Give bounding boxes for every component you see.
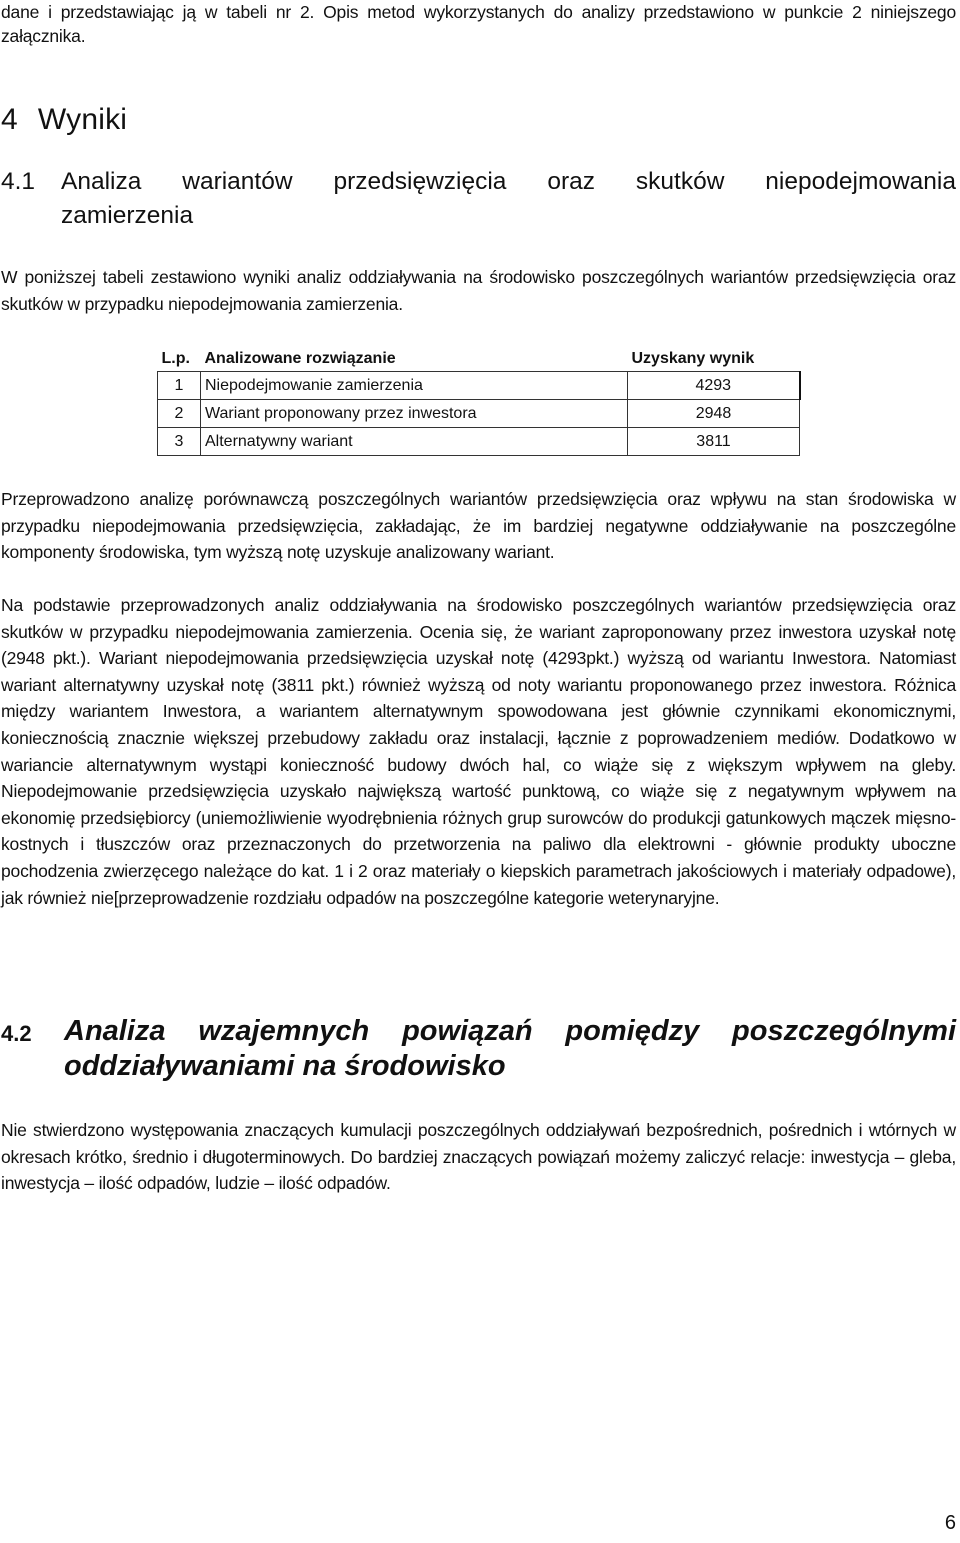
- section-4-heading: [1, 100, 956, 140]
- row-lp: 1: [158, 372, 201, 400]
- row-solution: Wariant proponowany przez inwestora: [201, 400, 628, 428]
- row-solution: Alternatywny wariant: [201, 428, 628, 456]
- table-row: [158, 372, 800, 400]
- section-4-number: 4: [1, 103, 18, 136]
- row-result: 4293: [628, 372, 800, 400]
- table-row: [158, 400, 800, 428]
- section-4-2-title-line1: Analiza wzajemnych powiązań pomiędzy poszczególnymi: [64, 1015, 956, 1047]
- header-lp: L.p.: [161, 349, 190, 367]
- table-row: [158, 428, 800, 456]
- intro-paragraph: dane i przedstawiając ją w tabeli nr 2. Opis metod wykorzystanych do analizy przedstawiono w punkcie 2 niniejszego załącznika.: [1, 2, 956, 46]
- row-lp: 2: [158, 400, 201, 428]
- header-solution: Analizowane rozwiązanie: [204, 349, 396, 367]
- row-result: 3811: [628, 428, 800, 456]
- section-4-2-number: 4.2: [1, 1021, 32, 1046]
- row-result: 2948: [628, 400, 800, 428]
- section-4-1-number: 4.1: [1, 168, 36, 195]
- section-4-2-title-line2: oddziaływaniami na środowisko: [64, 1050, 506, 1082]
- paragraph-table-intro: W poniższej tabeli zestawiono wyniki analiz oddziaływania na środowisko poszczególnych wariantów przedsięwzięcia oraz skutków w przypadku niepodejmowania zamierzenia.: [1, 267, 956, 314]
- section-4-1-title-line1: Analiza wariantów przedsięwzięcia oraz skutków niepodejmowania: [61, 168, 956, 195]
- paragraph-comparative-analysis: Przeprowadzono analizę porównawczą poszczególnych wariantów przedsięwzięcia oraz wpływu na stan środowiska w przypadku niepodejmowania przedsięwzięcia, zakładając, że im bardziej negatywne oddziaływanie na poszczególne komponenty środowiska, tym wyższą notę uzyskuje analizowany wariant.: [1, 489, 956, 563]
- table-header-row: [158, 346, 800, 372]
- section-4-title: Wyniki: [37, 103, 128, 136]
- paragraph-interactions: Nie stwierdzono występowania znaczących kumulacji poszczególnych oddziaływań bezpośrednich, pośrednich i wtórnych w okresach krótko, średnio i długoterminowych. Do bardziej znaczących powiązań możemy zaliczyć relacje: inwestycja – gleba, inwestycja – ilość odpadów, ludzie – ilość odpadów.: [1, 1120, 956, 1194]
- row-solution: Niepodejmowanie zamierzenia: [201, 372, 628, 400]
- results-table: [157, 346, 801, 456]
- row-lp: 3: [158, 428, 201, 456]
- page-number: 6: [944, 1512, 956, 1534]
- paragraph-results-discussion: Na podstawie przeprowadzonych analiz oddziaływania na środowisko poszczególnych wariantów przedsięwzięcia oraz skutków w przypadku niepodejmowania zamierzenia. Ocenia się, że wariant zaproponowany przez inwestora uzyskał notę (2948 pkt.). Wariant niepodejmowania przedsięwzięcia uzyskał notę (4293pkt.) wyższą od wariantu Inwestora. Natomiast wariant alternatywny uzyskał notę (3811 pkt.) również wyższą od noty wariantu proponowanego przez inwestora. Różnica między wariantem Inwestora, a wariantem alternatywnym spowodowana jest głównie czynnikami ekonomicznymi, koniecznością znacznie większej przebudowy zakładu oraz instalacji, łącznie z poprowadzeniem mediów. Dodatkowo w wariancie alternatywnym wystąpi konieczność budowy dwóch hal, co wiąże się z większym wpływem na gleby. Niepodejmowanie przedsięwzięcia uzyskało największą wartość punktową, co wiąże się z negatywnym wpływem na ekonomię przedsiębiorcy (uniemożliwienie wyodrębnienia różnych grup surowców do produkcji gatunkowych mączek mięsno-kostnych i tłuszczów oraz przeznaczonych do przetworzenia na paliwo dla elektrowni - głównie produkty uboczne pochodzenia zwierzęcego należące do kat. 1 i 2 oraz materiały o kiepskich parametrach jakościowych i materiały odpadowe), jak również nie[przeprowadzenie rozdziału odpadów na poszczególne kategorie weterynaryjne.: [1, 595, 956, 908]
- section-4-1-title-line2: zamierzenia: [61, 202, 194, 229]
- header-result: Uzyskany wynik: [631, 349, 755, 367]
